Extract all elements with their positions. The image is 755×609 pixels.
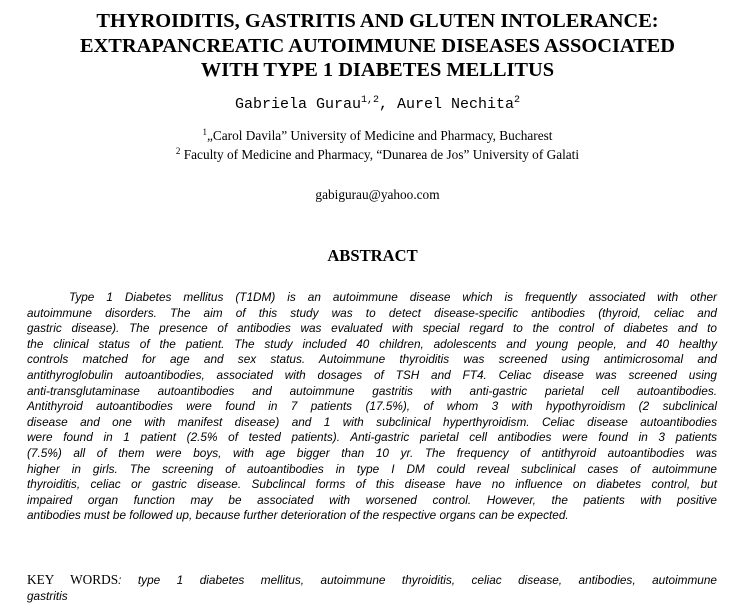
abstract-line: Type 1 Diabetes mellitus (T1DM) is an autoimmune disease which is frequently associated with other <box>69 290 717 304</box>
affiliation-text: Faculty of Medicine and Pharmacy, “Dunarea de Jos” University of Galati <box>180 147 580 162</box>
title-line: EXTRAPANCREATIC AUTOIMMUNE DISEASES ASSOCIATED <box>79 34 676 57</box>
abstract-line: Antithyroid autoantibodies were found in 7 patients (17.5%), of whom 3 with hypothyroidism (2 subclinical <box>27 399 717 414</box>
abstract-line: higher in girls. The screening of autoantibodies in type I DM could reveal subclinical cases of autoimmune <box>27 461 717 476</box>
affiliation <box>0 146 755 163</box>
keywords-line: gastritis <box>27 588 68 603</box>
abstract-line: (7.5%) all of them were boys, with age bigger than 10 yr. The frequency of antithyroid autoantibodies was <box>27 445 717 460</box>
author-name: Aurel Nechita <box>397 96 515 113</box>
abstract-line: anti-transglutaminase autoantibodies and autoimmune gastritis with anti-gastric parietal cell autoantibodies. <box>27 383 717 398</box>
abstract-line: antithyroglobulin autoantibodies, associated with dosages of TSH and FT4. Celiac disease was screened using <box>27 367 717 382</box>
abstract-line: gastric disease). The presence of antibodies was evaluated with special regard to the control of diabetes and to <box>27 321 717 336</box>
affiliation-text: „Carol Davila” University of Medicine and Pharmacy, Bucharest <box>207 128 553 143</box>
abstract-line: impaired organ function may be associated with worsened control. However, the patients with positive <box>27 492 717 507</box>
keywords-line <box>27 572 717 589</box>
author-affiliation-marker: 2 <box>514 95 521 106</box>
author-affiliation-marker: 1,2 <box>360 95 379 106</box>
abstract-line: antibodies must be followed up, because further deterioration of the respective organs can be expected. <box>27 508 569 523</box>
affiliation <box>0 127 755 144</box>
abstract-line: the clinical status of the patient. The study included 40 children, adolescents and young people, and 40 healthy <box>27 336 717 351</box>
affiliation-marker: 2 <box>175 146 181 156</box>
author-list <box>0 96 755 114</box>
abstract-line: autoimmune disorders. The aim of this study was to detect disease-specific antibodies (thyroid, celiac and <box>27 305 717 320</box>
abstract-heading: ABSTRACT <box>327 246 418 265</box>
author-name: Gabriela Gurau <box>234 96 361 113</box>
abstract-body <box>27 290 717 524</box>
keywords-label: KEY WORDS <box>27 572 119 587</box>
abstract-line: disease and one with manifest disease) and 1 with subclinical hyperthyroidism. Celiac disease autoantibodies <box>27 414 717 429</box>
abstract-line: controls matched for age and sex status. Autoimmune thyroiditis was screened using antimicrosomal and <box>27 352 717 367</box>
title-line: WITH TYPE 1 DIABETES MELLITUS <box>200 59 555 81</box>
title-line: THYROIDITIS, GASTRITIS AND GLUTEN INTOLERANCE: <box>96 10 659 32</box>
abstract-line: were found in 1 patient (2.5% of tested patients). Anti-gastric parietal cell antibodies were found in 3 patients <box>27 430 717 445</box>
keywords-text: : type 1 diabetes mellitus, autoimmune thyroiditis, celiac disease, antibodies, autoimmune <box>118 573 717 587</box>
author-email: gabigurau@yahoo.com <box>315 187 440 202</box>
keywords <box>27 572 717 604</box>
paper-title <box>20 9 735 83</box>
affiliation-marker: 1 <box>202 127 207 137</box>
abstract-line: thyroiditis, celiac or gastric disease. Subclincal forms of this disease have no influence on diabetes control, but <box>27 477 717 492</box>
author-separator: , <box>378 96 397 113</box>
